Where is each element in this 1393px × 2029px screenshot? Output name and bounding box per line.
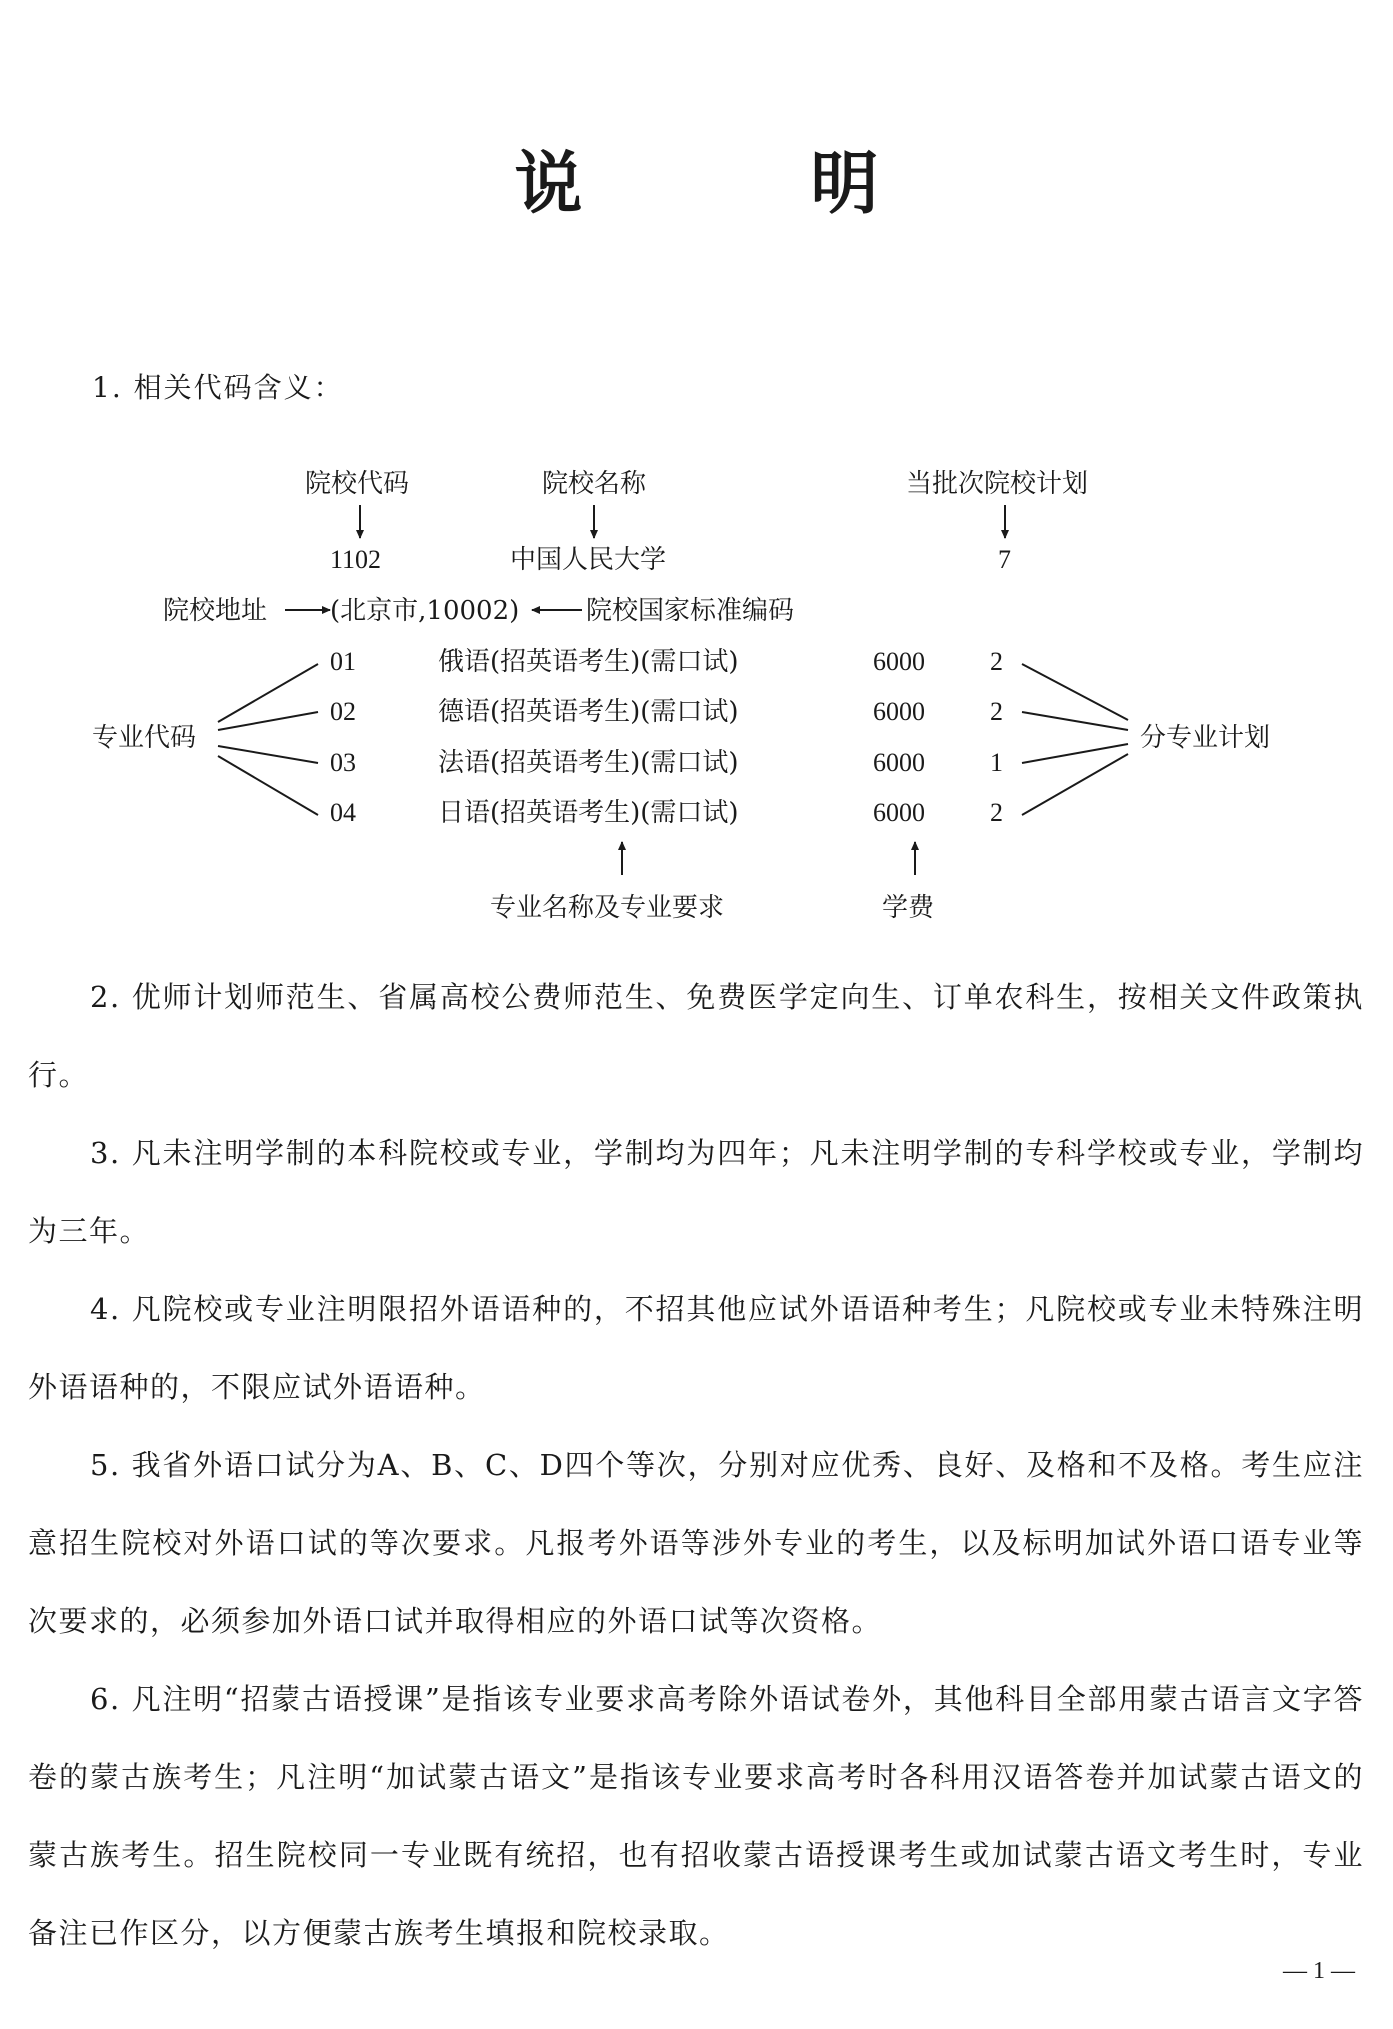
section-1-heading: 1. 相关代码含义： [92,371,344,404]
major-fee: 6000 [873,748,925,777]
major-fee: 6000 [873,647,925,676]
major-name: 俄语(招英语考生)(需口试) [438,647,739,677]
major-name: 德语(招英语考生)(需口试) [438,697,739,727]
major-plan: 2 [990,798,1003,827]
label-school-name: 院校名称 [542,469,647,499]
fan-line-left-1 [218,664,318,722]
major-code: 03 [330,748,356,777]
label-national-code: 院校国家标准编码 [586,596,795,626]
major-fee: 6000 [873,798,925,827]
major-plan: 1 [990,748,1003,777]
label-tuition: 学费 [882,893,935,923]
label-major-name-req: 专业名称及专业要求 [490,893,725,923]
paragraph-2: 2. 优师计划师范生、省属高校公费师范生、免费医学定向生、订单农科生，按相关文件政策执行。 [28,980,1364,1092]
paragraph-6: 6. 凡注明“招蒙古语授课”是指该专业要求高考除外语试卷外，其他科目全部用蒙古语言文字答卷的蒙古族考生；凡注明“加试蒙古语文”是指该专业要求高考时各科用汉语答卷并加试蒙古语文的蒙古族考生。招生院校同一专业既有统招，也有招收蒙古语授课考生或加试蒙古语文考生时，专业备注已作区分，以方便蒙古族考生填报和院校录取。 [28,1682,1364,1950]
fan-line-right-1 [1022,664,1128,720]
major-fee: 6000 [873,697,925,726]
paragraph-4: 4. 凡院校或专业注明限招外语语种的，不招其他应试外语语种考生；凡院校或专业未特殊注明外语语种的，不限应试外语语种。 [28,1292,1364,1404]
label-major-plan: 分专业计划 [1140,723,1271,753]
fan-line-right-2 [1022,712,1128,730]
major-plan: 2 [990,697,1003,726]
school-name-value: 中国人民大学 [510,545,667,575]
paragraph-3: 3. 凡未注明学制的本科院校或专业，学制均为四年；凡未注明学制的专科学校或专业，学制均为三年。 [28,1136,1364,1248]
label-batch-plan: 当批次院校计划 [906,469,1089,499]
major-code: 02 [330,697,356,726]
fan-line-right-3 [1022,744,1128,763]
fan-line-right-4 [1022,754,1128,815]
paragraph-5: 5. 我省外语口试分为A、B、C、D四个等次，分别对应优秀、良好、及格和不及格。考生应注意招生院校对外语口试的等次要求。凡报考外语等涉外专业的考生，以及标明加试外语口语专业等次要求的，必须参加外语口试并取得相应的外语口试等次资格。 [28,1448,1364,1638]
school-code-value: 1102 [330,545,382,574]
major-code: 01 [330,647,356,676]
major-name: 日语(招英语考生)(需口试) [438,798,739,828]
major-name: 法语(招英语考生)(需口试) [438,748,739,778]
page-title: 说 明 [514,145,959,224]
batch-plan-value: 7 [998,545,1011,574]
fan-line-left-3 [218,746,318,763]
page-number: — 1 — [1283,1958,1355,1984]
major-plan: 2 [990,647,1003,676]
label-school-address: 院校地址 [163,596,268,626]
school-address-value: (北京市,10002) [330,596,520,626]
fan-line-left-4 [218,756,318,815]
major-code: 04 [330,798,356,827]
fan-line-left-2 [218,712,318,730]
label-major-code: 专业代码 [92,723,197,753]
label-school-code: 院校代码 [305,469,410,499]
